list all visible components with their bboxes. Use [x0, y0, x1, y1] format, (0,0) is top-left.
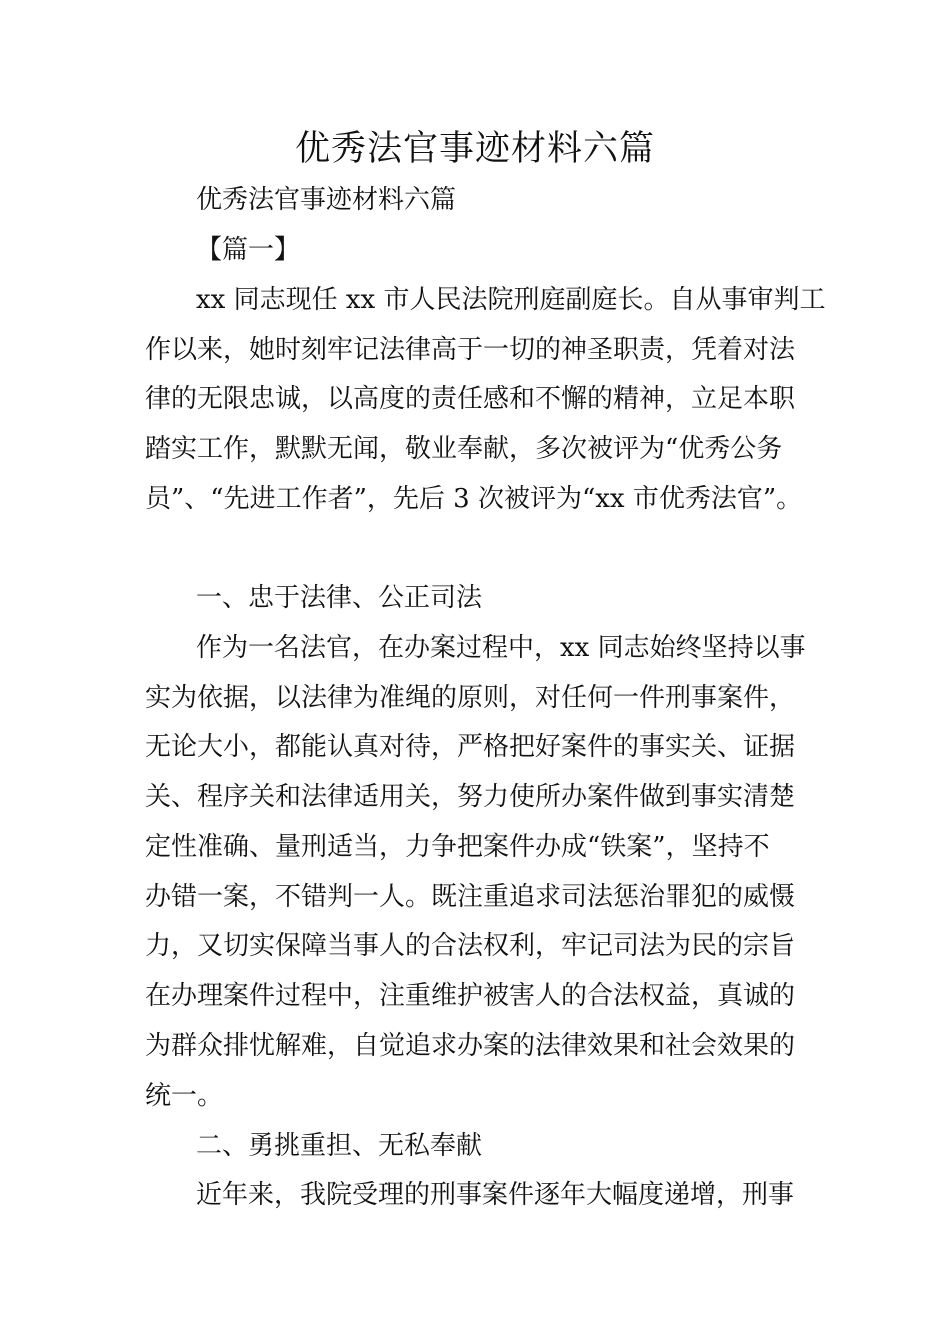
paragraph-line: 为群众排忧解难，自觉追求办案的法律效果和社会效果的	[145, 1031, 796, 1061]
paragraph-line: xx 同志现任 xx 市人民法院刑庭副庭长。自从事审判工	[196, 285, 826, 315]
paragraph-line: 作以来，她时刻牢记法律高于一切的神圣职责，凭着对法	[145, 335, 796, 365]
paragraph-line: 踏实工作，默默无闻，敬业奉献，多次被评为“优秀公务	[145, 434, 783, 464]
paragraph-line: 定性准确、量刑适当，力争把案件办成“铁案”，坚持不	[145, 832, 770, 862]
section-heading: 一、忠于法律、公正司法	[196, 583, 483, 613]
paragraph-line: 员”、“先进工作者”，先后 3 次被评为“xx 市优秀法官”。	[145, 484, 803, 514]
section-heading: 二、勇挑重担、无私奉献	[196, 1131, 483, 1161]
paragraph-line: 实为依据，以法律为准绳的原则，对任何一件刑事案件，	[145, 683, 796, 713]
paragraph-line: 关、程序关和法律适用关，努力使所办案件做到事实清楚	[145, 782, 796, 812]
paragraph-line: 近年来，我院受理的刑事案件逐年大幅度递增，刑事	[196, 1180, 795, 1210]
section-marker: 【篇一】	[196, 235, 301, 265]
paragraph-line: 律的无限忠诚，以高度的责任感和不懈的精神，立足本职	[145, 384, 796, 414]
paragraph-line: 力，又切实保障当事人的合法权利，牢记司法为民的宗旨	[145, 931, 796, 961]
paragraph-line: 办错一案，不错判一人。既注重追求司法惩治罪犯的威慑	[145, 882, 796, 912]
document-title: 优秀法官事迹材料六篇	[294, 129, 655, 169]
paragraph-line: 作为一名法官，在办案过程中，xx 同志始终坚持以事	[196, 633, 806, 663]
paragraph-line: 统一。	[145, 1081, 224, 1111]
paragraph-line: 在办理案件过程中，注重维护被害人的合法权益，真诚的	[145, 981, 796, 1011]
paragraph-line: 无论大小，都能认真对待，严格把好案件的事实关、证据	[145, 732, 796, 762]
document-subtitle: 优秀法官事迹材料六篇	[196, 185, 457, 215]
